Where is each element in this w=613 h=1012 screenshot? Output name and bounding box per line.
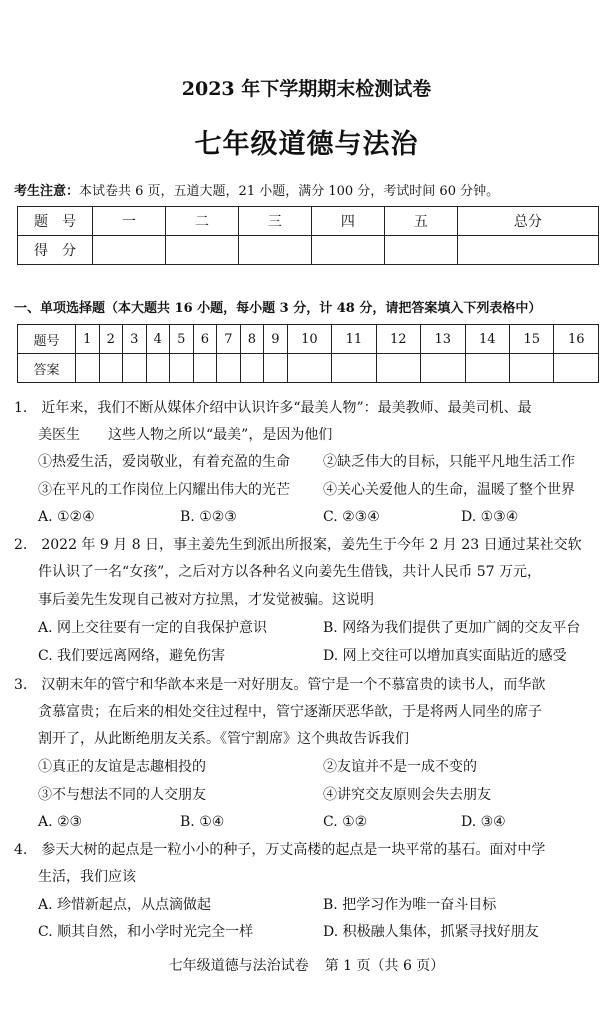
answer-table-row-label: 题号 (18, 325, 76, 354)
answer-cell (332, 354, 376, 383)
q1-statement-2: ②缺乏伟大的目标，只能平凡地生活工作 (323, 454, 575, 470)
answer-number: 9 (264, 325, 288, 354)
score-col-4: 四 (311, 207, 384, 236)
score-col-2: 二 (165, 207, 238, 236)
answer-number: 11 (332, 325, 376, 354)
answer-table-number-row (18, 325, 599, 354)
answer-cell (99, 354, 123, 383)
answer-number: 8 (240, 325, 264, 354)
answer-number: 14 (465, 325, 509, 354)
section1-heading: 一、单项选择题（本大题共 16 小题，每小题 3 分，计 48 分，请把答案填入下列表格中） (14, 301, 542, 316)
answer-cell (554, 354, 599, 383)
answer-number: 2 (99, 325, 123, 354)
q2-stem-line3: 事后姜先生发现自己被对方拉黑，才发觉被骗。这说明 (38, 592, 374, 608)
answer-number: 1 (76, 325, 100, 354)
score-table-row-label: 得 分 (18, 236, 93, 265)
score-cell (238, 236, 311, 265)
answer-cell (264, 354, 288, 383)
subject-title: 七年级道德与法治 (194, 129, 419, 160)
footer-subject: 七年级道德与法治试卷 (168, 958, 309, 974)
exam-title: 2023 年下学期期末检测试卷 (181, 78, 432, 100)
q1-stem-line1: 1. 近年来，我们不断从媒体介绍中认识许多“最美人物”：最美教师、最美司机、最 (14, 400, 532, 416)
score-cell (457, 236, 598, 265)
answer-table-row-label: 答案 (18, 354, 76, 383)
q4-stem-line2: 生活，我们应该 (38, 869, 136, 885)
answer-number: 4 (146, 325, 170, 354)
q2-option-c: C. 我们要远离网络，避免伤害 (38, 648, 226, 664)
score-col-total: 总分 (457, 207, 598, 236)
q4-option-b: B. 把学习作为唯一奋斗目标 (323, 897, 497, 913)
q3-option-a: A. ②③ (38, 814, 83, 830)
q1-statement-4: ④关心关爱他人的生命，温暖了整个世界 (323, 482, 575, 498)
q1-option-d: D. ①③④ (461, 509, 519, 525)
q2-stem-line1: 2. 2022 年 9 月 8 日，事主姜先生到派出所报案，姜先生于今年 2 月 23 日通过某社交软 (14, 537, 582, 553)
q3-statement-3: ③不与想法不同的人交朋友 (38, 787, 206, 803)
q2-option-d: D. 网上交往可以增加真实面貼近的感受 (323, 648, 567, 664)
q1-option-a: A. ①②④ (38, 509, 95, 525)
answer-cell (509, 354, 553, 383)
answer-cell (287, 354, 331, 383)
q3-statement-1: ①真正的友谊是志趣相投的 (38, 759, 206, 775)
q1-option-b: B. ①②③ (180, 509, 237, 525)
score-cell (384, 236, 457, 265)
score-table (17, 206, 599, 265)
answer-cell (193, 354, 217, 383)
q3-statement-4: ④讲究交友原则会失去朋友 (323, 787, 491, 803)
q1-statement-1: ①热爱生活，爱岗敬业，有着充盈的生命 (38, 454, 290, 470)
q3-option-c: C. ①② (323, 814, 368, 830)
score-table-row-label: 题 号 (18, 207, 93, 236)
notice-label: 考生注意： (14, 184, 80, 199)
score-col-3: 三 (238, 207, 311, 236)
answer-cell (421, 354, 465, 383)
answer-table (17, 324, 599, 383)
answer-cell (170, 354, 194, 383)
answer-table-answer-row (18, 354, 599, 383)
answer-number: 15 (509, 325, 553, 354)
notice-text: 本试卷共 6 页，五道大题，21 小题，满分 100 分，考试时间 60 分钟。 (79, 184, 500, 199)
answer-number: 5 (170, 325, 194, 354)
score-col-1: 一 (93, 207, 166, 236)
answer-number: 12 (376, 325, 420, 354)
score-cell (311, 236, 384, 265)
score-table-header-row (18, 207, 599, 236)
q1-option-c: C. ②③④ (323, 509, 380, 525)
q4-option-c: C. 顺其自然，和小学时光完全一样 (38, 924, 254, 940)
footer-page-number: 第 1 页（共 6 页） (324, 958, 445, 974)
answer-cell (376, 354, 420, 383)
answer-cell (240, 354, 264, 383)
exam-notice (14, 180, 499, 199)
answer-number: 6 (193, 325, 217, 354)
score-col-5: 五 (384, 207, 457, 236)
answer-number: 3 (123, 325, 147, 354)
q3-stem-line2: 贪慕富贵；在后来的相处交往过程中，管宁逐渐厌恶华歆，于是将两人同坐的席子 (38, 704, 542, 720)
answer-cell (465, 354, 509, 383)
answer-cell (123, 354, 147, 383)
answer-number: 7 (217, 325, 241, 354)
answer-cell (76, 354, 100, 383)
answer-cell (217, 354, 241, 383)
q4-option-a: A. 珍惜新起点，从点滴做起 (38, 897, 212, 913)
score-cell (93, 236, 166, 265)
answer-number: 10 (287, 325, 331, 354)
score-table-score-row (18, 236, 599, 265)
answer-number: 13 (421, 325, 465, 354)
q3-stem-line3: 割开了，从此断绝朋友关系。《管宁割席》这个典故告诉我们 (38, 731, 409, 747)
q2-option-b: B. 网络为我们提供了更加广阔的交友平台 (323, 620, 581, 636)
q3-stem-line1: 3. 汉朝末年的管宁和华歆本来是一对好朋友。管宁是一个不慕富贵的读书人，而华歆 (14, 677, 546, 693)
answer-number: 16 (554, 325, 599, 354)
q4-option-d: D. 积极融人集体，抓紧寻找好朋友 (323, 924, 539, 940)
q1-stem-line2: 美医生 这些人物之所以“最美”，是因为他们 (38, 427, 333, 443)
q3-option-d: D. ③④ (461, 814, 506, 830)
q3-option-b: B. ①④ (180, 814, 225, 830)
score-cell (165, 236, 238, 265)
answer-cell (146, 354, 170, 383)
q2-option-a: A. 网上交往要有一定的自我保护意识 (38, 620, 268, 636)
q2-stem-line2: 件认识了一名“女孩”，之后对方以各种名义向姜先生借钱，共计人民币 57 万元， (38, 564, 542, 580)
q4-stem-line1: 4. 参天大树的起点是一粒小小的种子，万丈高楼的起点是一块平常的基石。面对中学 (14, 842, 546, 858)
page-footer (0, 955, 613, 975)
q1-statement-3: ③在平凡的工作岗位上闪耀出伟大的光芒 (38, 482, 290, 498)
q3-statement-2: ②友谊并不是一成不变的 (323, 759, 477, 775)
